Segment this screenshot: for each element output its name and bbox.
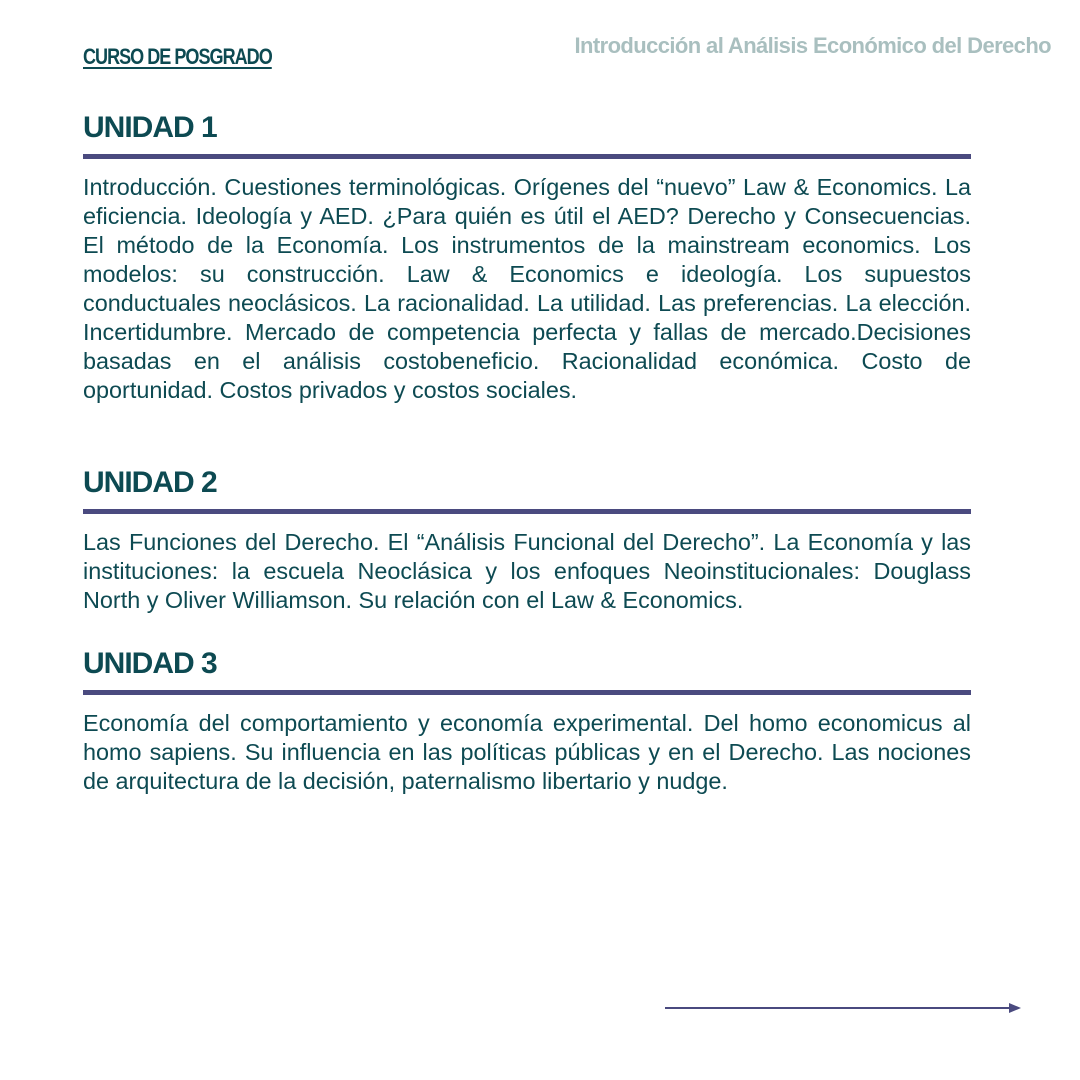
unit-3-section (83, 646, 971, 796)
unit-3-divider (83, 690, 971, 695)
course-title: Introducción al Análisis Económico del Derecho (574, 33, 1051, 58)
unit-2-body: Las Funciones del Derecho. El “Análisis Funcional del Derecho”. La Economía y las instituciones: la escuela Neoclásica y los enfoques Neoinstitucionales: Douglass North y Oliver Williamson. Su relación con el Law & Economics. (83, 529, 971, 613)
unit-2-heading: UNIDAD 2 (83, 466, 217, 499)
unit-3-heading: UNIDAD 3 (83, 647, 217, 680)
unit-1-body: Introducción. Cuestiones terminológicas. Orígenes del “nuevo” Law & Economics. La eficiencia. Ideología y AED. ¿Para quién es útil el AED? Derecho y Consecuencias. El método de la Economía. Los instrumentos de la mainstream economics. Los modelos: su construcción. Law & Economics e ideología. Los supuestos conductuales neoclásicos. La racionalidad. La utilidad. Las preferencias. La elección. Incertidumbre. Mercado de competencia perfecta y fallas de mercado.Decisiones basadas en el análisis costobeneficio. Racionalidad económica. Costo de oportunidad. Costos privados y costos sociales. (83, 174, 971, 403)
arrow-right-icon[interactable] (665, 1001, 1021, 1015)
unit-3-body: Economía del comportamiento y economía experimental. Del homo economicus al homo sapiens. Su influencia en las políticas públicas y en el Derecho. Las nociones de arquitectura de la decisión, paternalismo libertario y nudge. (83, 710, 971, 794)
unit-2-divider (83, 509, 971, 514)
unit-1-heading: UNIDAD 1 (83, 111, 217, 144)
unit-1-section (83, 110, 971, 405)
unit-2-section (83, 465, 971, 615)
course-label: CURSO DE POSGRADO (83, 44, 272, 69)
unit-1-divider (83, 154, 971, 159)
